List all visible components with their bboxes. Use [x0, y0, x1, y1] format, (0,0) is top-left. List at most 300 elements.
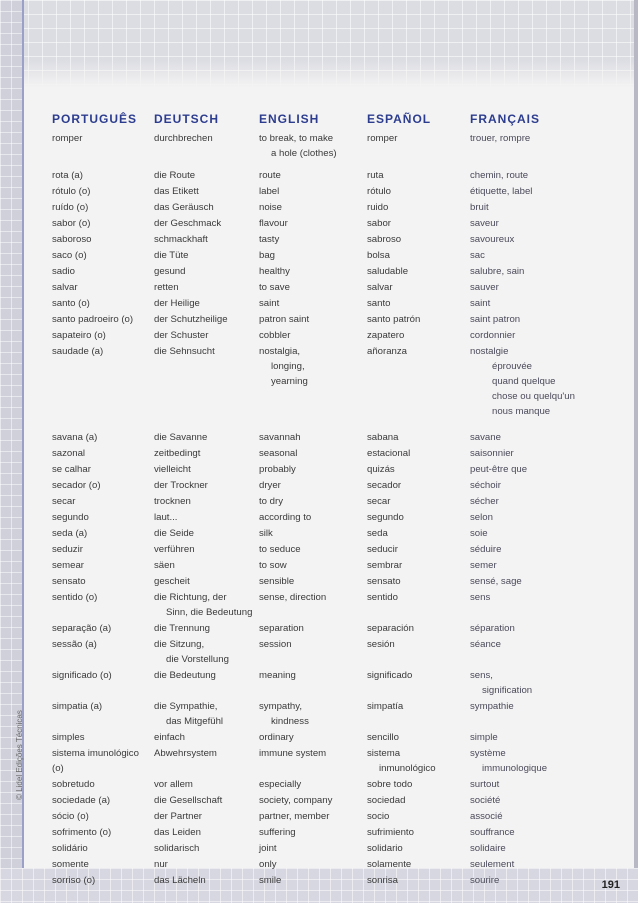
cell-francais: [470, 430, 570, 445]
cell-espanol: [367, 328, 467, 343]
cell-line: sembrar: [367, 560, 403, 571]
cell-espanol: [367, 526, 467, 541]
cell-line: inmunológico: [379, 763, 436, 774]
header-espanol: ESPAÑOL: [367, 112, 432, 126]
cell-portugues: [52, 873, 152, 888]
cell-francais: [470, 312, 570, 327]
cell-francais: [470, 825, 570, 840]
cell-line: ordinary: [259, 732, 294, 743]
cell-line: meaning: [259, 670, 296, 681]
cell-portugues: [52, 494, 152, 509]
cell-line: chose ou quelqu'un: [492, 391, 575, 402]
cell-line: simpatía: [367, 701, 404, 712]
cell-line: dryer: [259, 480, 281, 491]
cell-espanol: [367, 344, 467, 359]
header-english: ENGLISH: [259, 112, 320, 126]
cell-line: die Sympathie,: [154, 701, 218, 712]
cell-line: route: [259, 170, 281, 181]
right-page-edge: [634, 0, 638, 903]
cell-espanol: [367, 730, 467, 745]
cell-line: cobbler: [259, 330, 291, 341]
cell-portugues: [52, 312, 152, 327]
cell-espanol: [367, 280, 467, 295]
cell-line: soie: [470, 528, 488, 539]
cell-english: [259, 730, 359, 745]
cell-espanol: [367, 446, 467, 461]
cell-line: romper: [367, 133, 398, 144]
cell-line: saint: [259, 298, 280, 309]
cell-english: [259, 248, 359, 263]
cell-portugues: [52, 510, 152, 525]
cell-english: [259, 462, 359, 477]
cell-line: vor allem: [154, 779, 193, 790]
cell-deutsch: [154, 131, 254, 146]
cell-english: [259, 184, 359, 199]
cell-line: to save: [259, 282, 290, 293]
cell-line: das Lächeln: [154, 875, 206, 886]
cell-deutsch: [154, 809, 254, 824]
cell-line: séduire: [470, 544, 502, 555]
cell-line: saveur: [470, 218, 499, 229]
cell-line: durchbrechen: [154, 133, 213, 144]
cell-line: solidario: [367, 843, 403, 854]
cell-english: [259, 131, 359, 161]
cell-portugues: [52, 430, 152, 445]
cell-espanol: [367, 462, 467, 477]
cell-portugues: [52, 558, 152, 573]
cell-portugues: [52, 478, 152, 493]
cell-line: simple: [470, 732, 498, 743]
cell-line: vielleicht: [154, 464, 191, 475]
cell-line: ruído (o): [52, 202, 89, 213]
cell-line: sociedade (a): [52, 795, 111, 806]
cell-line: saboroso: [52, 234, 92, 245]
cell-line: étiquette, label: [470, 186, 533, 197]
cell-portugues: [52, 777, 152, 792]
cell-line: to dry: [259, 496, 283, 507]
cell-espanol: [367, 200, 467, 215]
cell-espanol: [367, 841, 467, 856]
cell-line: separação (a): [52, 623, 112, 634]
cell-line: immunologique: [482, 763, 548, 774]
cell-francais: [470, 526, 570, 541]
cell-portugues: [52, 216, 152, 231]
cell-line: sabor: [367, 218, 391, 229]
cell-portugues: [52, 590, 152, 605]
cell-line: Sinn, die Bedeutung: [166, 607, 253, 618]
cell-line: secar: [52, 496, 76, 507]
cell-portugues: [52, 344, 152, 359]
cell-line: séparation: [470, 623, 515, 634]
cell-line: saudade (a): [52, 346, 104, 357]
cell-espanol: [367, 621, 467, 636]
cell-francais: [470, 131, 570, 146]
cell-english: [259, 621, 359, 636]
cell-line: seda (a): [52, 528, 88, 539]
cell-line: sauver: [470, 282, 499, 293]
cell-line: sympathy,: [259, 701, 303, 712]
cell-line: peut-être que: [470, 464, 528, 475]
cell-line: sesión: [367, 639, 395, 650]
cell-portugues: [52, 841, 152, 856]
cell-line: semear: [52, 560, 84, 571]
cell-line: segundo: [52, 512, 89, 523]
cell-line: gesund: [154, 266, 186, 277]
cell-deutsch: [154, 730, 254, 745]
cell-portugues: [52, 264, 152, 279]
cell-deutsch: [154, 574, 254, 589]
cell-deutsch: [154, 668, 254, 683]
cell-english: [259, 344, 359, 389]
cell-english: [259, 590, 359, 605]
cell-francais: [470, 168, 570, 183]
cell-line: sorriso (o): [52, 875, 96, 886]
cell-line: tasty: [259, 234, 280, 245]
cell-line: système: [470, 748, 506, 759]
cell-portugues: [52, 637, 152, 652]
cell-line: bolsa: [367, 250, 390, 261]
cell-line: simpatia (a): [52, 701, 103, 712]
header-francais: FRANÇAIS: [470, 112, 540, 126]
top-grid-fade: [0, 60, 638, 88]
cell-francais: [470, 462, 570, 477]
cell-line: trouer, rompre: [470, 133, 531, 144]
cell-portugues: [52, 730, 152, 745]
cell-english: [259, 746, 359, 761]
cell-line: gescheit: [154, 576, 190, 587]
cell-english: [259, 809, 359, 824]
cell-line: verführen: [154, 544, 195, 555]
cell-line: sensible: [259, 576, 295, 587]
cell-line: segundo: [367, 512, 404, 523]
cell-deutsch: [154, 344, 254, 359]
cell-francais: [470, 668, 570, 698]
cell-deutsch: [154, 510, 254, 525]
cell-francais: [470, 478, 570, 493]
cell-line: joint: [259, 843, 277, 854]
cell-line: salubre, sain: [470, 266, 525, 277]
cell-line: société: [470, 795, 501, 806]
cell-line: santo patrón: [367, 314, 421, 325]
cell-line: sentido: [367, 592, 398, 603]
cell-line: significado (o): [52, 670, 112, 681]
cell-line: noise: [259, 202, 282, 213]
cell-english: [259, 793, 359, 808]
cell-portugues: [52, 462, 152, 477]
cell-line: separación: [367, 623, 414, 634]
cell-espanol: [367, 668, 467, 683]
cell-francais: [470, 328, 570, 343]
cell-line: saint: [470, 298, 491, 309]
cell-portugues: [52, 184, 152, 199]
cell-line: saisonnier: [470, 448, 514, 459]
cell-deutsch: [154, 264, 254, 279]
cell-deutsch: [154, 232, 254, 247]
cell-deutsch: [154, 857, 254, 872]
cell-line: séance: [470, 639, 501, 650]
cell-line: zapatero: [367, 330, 405, 341]
cell-english: [259, 478, 359, 493]
cell-english: [259, 430, 359, 445]
cell-line: separation: [259, 623, 304, 634]
cell-line: der Trockner: [154, 480, 208, 491]
cell-english: [259, 668, 359, 683]
cell-portugues: [52, 328, 152, 343]
cell-espanol: [367, 793, 467, 808]
cell-line: sensato: [52, 576, 86, 587]
cell-deutsch: [154, 526, 254, 541]
cell-line: cordonnier: [470, 330, 516, 341]
cell-espanol: [367, 184, 467, 199]
cell-francais: [470, 809, 570, 824]
cell-english: [259, 873, 359, 888]
cell-line: healthy: [259, 266, 290, 277]
cell-line: das Mitgefühl: [166, 716, 224, 727]
cell-line: die Savanne: [154, 432, 208, 443]
cell-francais: [470, 777, 570, 792]
cell-english: [259, 841, 359, 856]
cell-line: santo (o): [52, 298, 90, 309]
header-deutsch: DEUTSCH: [154, 112, 220, 126]
cell-portugues: [52, 857, 152, 872]
cell-espanol: [367, 558, 467, 573]
cell-english: [259, 296, 359, 311]
cell-deutsch: [154, 280, 254, 295]
cell-line: die Gesellschaft: [154, 795, 223, 806]
cell-line: sapateiro (o): [52, 330, 106, 341]
cell-line: according to: [259, 512, 312, 523]
cell-portugues: [52, 542, 152, 557]
cell-english: [259, 446, 359, 461]
cell-line: session: [259, 639, 292, 650]
cell-francais: [470, 216, 570, 231]
cell-espanol: [367, 542, 467, 557]
cell-espanol: [367, 131, 467, 146]
cell-line: sabana: [367, 432, 399, 443]
cell-deutsch: [154, 590, 254, 620]
cell-portugues: [52, 746, 152, 776]
cell-line: sens,: [470, 670, 493, 681]
page-number: 191: [601, 879, 620, 891]
cell-line: significado: [367, 670, 413, 681]
cell-line: sécher: [470, 496, 499, 507]
cell-line: solidaire: [470, 843, 506, 854]
cell-line: only: [259, 859, 277, 870]
cell-deutsch: [154, 746, 254, 761]
cell-line: sympathie: [470, 701, 514, 712]
cell-francais: [470, 344, 575, 419]
header-portugues: PORTUGUÊS: [52, 112, 138, 126]
cell-line: savane: [470, 432, 501, 443]
cell-english: [259, 857, 359, 872]
cell-line: die Richtung, der: [154, 592, 227, 603]
cell-line: associé: [470, 811, 503, 822]
cell-line: der Schutzheilige: [154, 314, 228, 325]
cell-line: schmackhaft: [154, 234, 208, 245]
cell-english: [259, 328, 359, 343]
cell-portugues: [52, 809, 152, 824]
cell-line: semer: [470, 560, 497, 571]
cell-line: socio: [367, 811, 390, 822]
cell-english: [259, 558, 359, 573]
cell-line: society, company: [259, 795, 333, 806]
cell-francais: [470, 637, 570, 652]
cell-espanol: [367, 312, 467, 327]
cell-line: savannah: [259, 432, 301, 443]
cell-line: partner, member: [259, 811, 330, 822]
cell-english: [259, 542, 359, 557]
cell-line: secar: [367, 496, 391, 507]
cell-espanol: [367, 168, 467, 183]
cell-francais: [470, 730, 570, 745]
cell-line: secador (o): [52, 480, 101, 491]
cell-line: die Route: [154, 170, 196, 181]
cell-line: die Tüte: [154, 250, 189, 261]
cell-francais: [470, 857, 570, 872]
cell-deutsch: [154, 430, 254, 445]
cell-line: seduzir: [52, 544, 83, 555]
cell-line: añoranza: [367, 346, 408, 357]
cell-line: sabor (o): [52, 218, 91, 229]
cell-line: (o): [52, 763, 64, 774]
cell-line: solidarisch: [154, 843, 200, 854]
cell-portugues: [52, 131, 152, 146]
cell-line: die Sehnsucht: [154, 346, 215, 357]
cell-line: saint patron: [470, 314, 521, 325]
cell-line: sobretudo: [52, 779, 95, 790]
cell-line: patron saint: [259, 314, 310, 325]
cell-line: seasonal: [259, 448, 298, 459]
cell-espanol: [367, 264, 467, 279]
cell-line: sensato: [367, 576, 401, 587]
cell-line: sócio (o): [52, 811, 89, 822]
cell-line: sistema imunológico: [52, 748, 139, 759]
cell-line: zeitbedingt: [154, 448, 201, 459]
cell-line: sencillo: [367, 732, 399, 743]
cell-line: signification: [482, 685, 533, 696]
cell-line: especially: [259, 779, 302, 790]
cell-deutsch: [154, 699, 254, 729]
cell-line: das Leiden: [154, 827, 201, 838]
cell-deutsch: [154, 248, 254, 263]
cell-line: sobre todo: [367, 779, 413, 790]
cell-english: [259, 699, 359, 729]
cell-francais: [470, 494, 570, 509]
cell-francais: [470, 746, 570, 776]
cell-francais: [470, 574, 570, 589]
cell-english: [259, 494, 359, 509]
cell-portugues: [52, 248, 152, 263]
cell-line: bag: [259, 250, 276, 261]
cell-francais: [470, 542, 570, 557]
cell-deutsch: [154, 494, 254, 509]
cell-portugues: [52, 296, 152, 311]
cell-line: sens: [470, 592, 491, 603]
cell-francais: [470, 232, 570, 247]
cell-english: [259, 526, 359, 541]
cell-line: flavour: [259, 218, 288, 229]
cell-espanol: [367, 746, 467, 776]
cell-line: die Seide: [154, 528, 195, 539]
cell-espanol: [367, 809, 467, 824]
cell-francais: [470, 446, 570, 461]
cell-line: salvar: [52, 282, 78, 293]
cell-deutsch: [154, 542, 254, 557]
cell-portugues: [52, 446, 152, 461]
cell-line: santo: [367, 298, 391, 309]
cell-espanol: [367, 777, 467, 792]
cell-line: savana (a): [52, 432, 98, 443]
cell-line: ruido: [367, 202, 389, 213]
cell-english: [259, 825, 359, 840]
cell-deutsch: [154, 184, 254, 199]
cell-line: probably: [259, 464, 296, 475]
cell-francais: [470, 280, 570, 295]
cell-line: longing,: [271, 361, 305, 372]
cell-deutsch: [154, 168, 254, 183]
cell-line: se calhar: [52, 464, 91, 475]
cell-line: seda: [367, 528, 388, 539]
cell-line: der Partner: [154, 811, 202, 822]
cell-english: [259, 232, 359, 247]
cell-line: sense, direction: [259, 592, 327, 603]
cell-espanol: [367, 296, 467, 311]
cell-line: secador: [367, 480, 402, 491]
cell-portugues: [52, 232, 152, 247]
cell-deutsch: [154, 558, 254, 573]
cell-line: rótulo: [367, 186, 391, 197]
cell-deutsch: [154, 216, 254, 231]
cell-line: ruta: [367, 170, 384, 181]
cell-line: die Sitzung,: [154, 639, 205, 650]
cell-espanol: [367, 699, 467, 714]
cell-line: romper: [52, 133, 83, 144]
cell-line: Abwehrsystem: [154, 748, 217, 759]
cell-line: solamente: [367, 859, 412, 870]
cell-francais: [470, 699, 570, 714]
cell-line: to sow: [259, 560, 287, 571]
cell-portugues: [52, 825, 152, 840]
cell-line: savoureux: [470, 234, 515, 245]
cell-espanol: [367, 825, 467, 840]
cell-line: der Heilige: [154, 298, 200, 309]
cell-portugues: [52, 280, 152, 295]
cell-deutsch: [154, 841, 254, 856]
cell-francais: [470, 296, 570, 311]
cell-espanol: [367, 510, 467, 525]
cell-portugues: [52, 699, 152, 714]
cell-portugues: [52, 200, 152, 215]
cell-line: saco (o): [52, 250, 87, 261]
cell-francais: [470, 200, 570, 215]
cell-line: seducir: [367, 544, 398, 555]
cell-line: sonrisa: [367, 875, 398, 886]
cell-english: [259, 312, 359, 327]
cell-line: souffrance: [470, 827, 515, 838]
cell-francais: [470, 590, 570, 605]
cell-english: [259, 216, 359, 231]
cell-portugues: [52, 526, 152, 541]
cell-espanol: [367, 857, 467, 872]
cell-line: label: [259, 186, 280, 197]
cell-line: somente: [52, 859, 89, 870]
cell-deutsch: [154, 621, 254, 636]
cell-line: éprouvée: [492, 361, 533, 372]
cell-line: nostalgie: [470, 346, 509, 357]
cell-deutsch: [154, 793, 254, 808]
cell-line: chemin, route: [470, 170, 529, 181]
cell-line: quand quelque: [492, 376, 556, 387]
